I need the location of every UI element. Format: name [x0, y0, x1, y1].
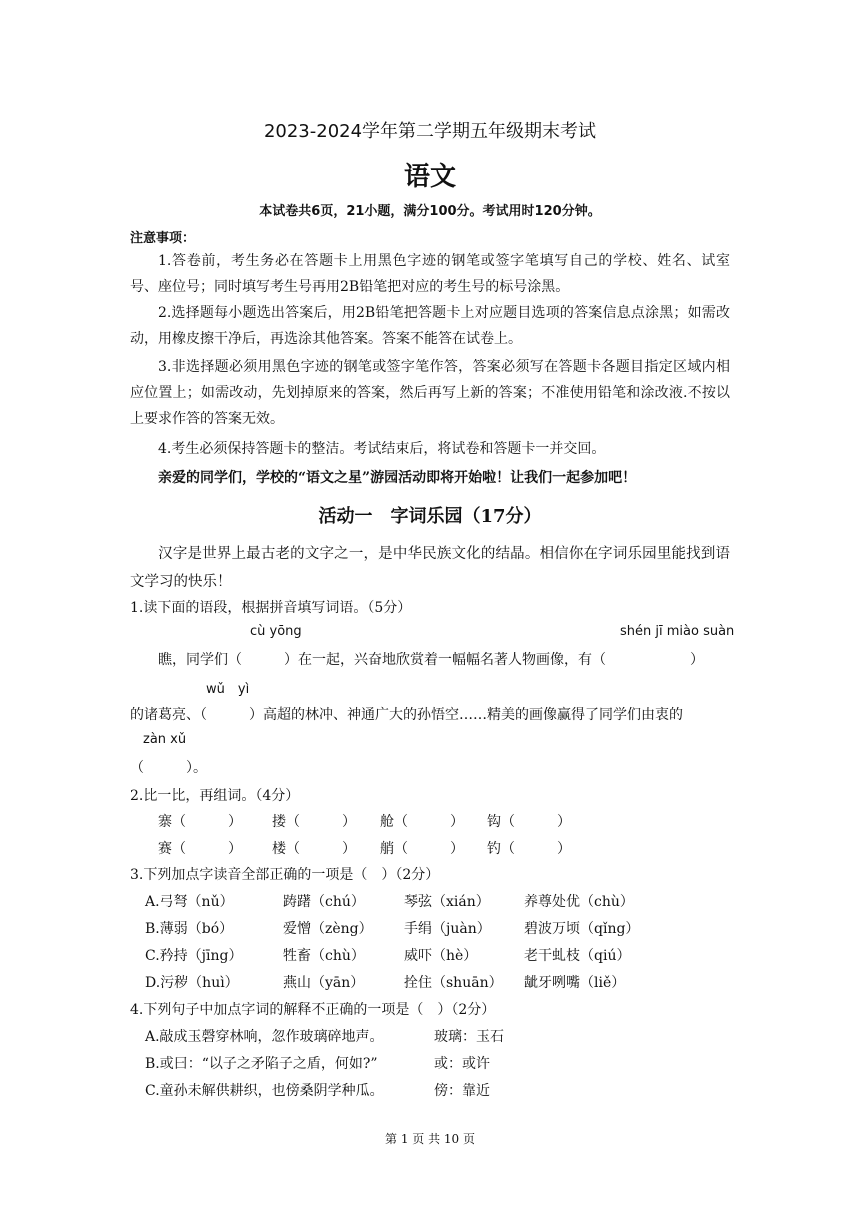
q1-pinyin-1: cù yōng — [250, 624, 302, 639]
notice-heading: 注意事项： — [130, 231, 196, 246]
q2-item: 钩（ ） — [487, 814, 571, 830]
q2-item: 寨（ ） — [158, 814, 242, 830]
section-title: 活动一 字词乐园（17分） — [318, 506, 542, 527]
q1-pinyin-2: shén jī miào suàn — [620, 624, 735, 639]
section-intro: 汉字是世界上最古老的文字之一，是中华民族文化的结晶。相信你在字词乐园里能找到语文学习的快乐！ — [130, 546, 730, 590]
exam-title: 2023-2024学年第二学期五年级期末考试 — [263, 121, 597, 142]
q3-word: 养尊处优（chù） — [524, 894, 634, 910]
q4-stem: 4.下列句子中加点字词的解释不正确的一项是（ ）（2分） — [130, 1002, 496, 1018]
q3-word: 老干虬枝（qiú） — [524, 948, 631, 964]
q3-option-d: D.污秽（huì） — [145, 975, 239, 991]
q2-item: 楼（ ） — [272, 841, 356, 857]
q2-stem: 2.比一比，再组词。（4分） — [130, 788, 300, 804]
q3-word: 碧波万顷（qǐng） — [524, 921, 640, 937]
q3-word: 爱憎（zèng） — [283, 921, 373, 937]
q4-explanation: 玻璃：玉石 — [434, 1029, 504, 1045]
q2-item: 舱（ ） — [380, 814, 464, 830]
greeting: 亲爱的同学们，学校的“语文之星”游园活动即将开始啦！让我们一起参加吧！ — [158, 470, 637, 486]
q1-line-2: 的诸葛亮、（ ）高超的林冲、神通广大的孙悟空……精美的画像赢得了同学们由衷的 — [130, 707, 683, 723]
q3-word: 牲畜（chù） — [283, 948, 365, 964]
q3-word: 琴弦（xián） — [404, 894, 490, 910]
page-number: 第 1 页 共 10 页 — [385, 1132, 475, 1146]
q4-option-b: B.或曰：“以子之矛陷子之盾，何如?” — [145, 1056, 378, 1072]
q3-word: 手绢（juàn） — [404, 921, 491, 937]
q3-option-b: B.薄弱（bó） — [145, 921, 234, 937]
q2-item: 搂（ ） — [272, 814, 356, 830]
exam-info: 本试卷共6页，21小题，满分100分。考试用时120分钟。 — [259, 204, 601, 219]
q2-item: 钓（ ） — [487, 841, 571, 857]
q4-explanation: 傍：靠近 — [434, 1083, 490, 1099]
q3-word: 龇牙咧嘴（liě） — [524, 975, 626, 991]
q3-option-c: C.矜持（jīng） — [145, 948, 243, 964]
notice-item-2: 2.选择题每小题选出答案后，用2B铅笔把答题卡上对应题目选项的答案信息点涂黑；如需改动，用橡皮擦干净后，再选涂其他答案。答案不能答在试卷上。 — [130, 305, 730, 347]
q1-stem: 1.读下面的语段，根据拼音填写词语。（5分） — [130, 600, 412, 616]
q3-option-a: A.弓弩（nǔ） — [145, 894, 234, 910]
q3-word: 拴住（shuān） — [404, 975, 503, 991]
q2-item: 赛（ ） — [158, 841, 242, 857]
q3-word: 威吓（hè） — [404, 948, 478, 964]
q1-line-1: 瞧，同学们（ ）在一起，兴奋地欣赏着一幅幅名著人物画像，有（ ） — [158, 652, 704, 668]
q1-line-3: （ ）。 — [130, 760, 207, 776]
q3-word: 踌躇（chú） — [283, 894, 365, 910]
q3-word: 燕山（yān） — [283, 975, 365, 991]
q1-pinyin-4: zàn xǔ — [143, 732, 187, 747]
notice-item-4: 4.考生必须保持答题卡的整洁。考试结束后，将试卷和答题卡一并交回。 — [158, 441, 606, 457]
q3-stem: 3.下列加点字读音全部正确的一项是（ ）（2分） — [130, 867, 440, 883]
q4-option-a: A.敲成玉磬穿林响，忽作玻璃碎地声。 — [145, 1029, 384, 1045]
q4-explanation: 或：或许 — [434, 1056, 490, 1072]
notice-item-3: 3.非选择题必须用黑色字迹的钢笔或签字笔作答，答案必须写在答题卡各题目指定区域内相应位置上；如需改动，先划掉原来的答案，然后再写上新的答案；不准使用铅笔和涂改液.不按以上要求作答的答案无效。 — [130, 359, 730, 427]
q1-pinyin-3: wǔ yì — [206, 682, 250, 697]
subject-title: 语文 — [403, 162, 456, 192]
q2-item: 艄（ ） — [380, 841, 464, 857]
notice-item-1: 1.答卷前，考生务必在答题卡上用黑色字迹的钢笔或签字笔填写自己的学校、姓名、试室号、座位号；同时填写考生号再用2B铅笔把对应的考生号的标号涂黑。 — [130, 253, 730, 295]
q4-option-c: C.童孙未解供耕织，也傍桑阴学种瓜。 — [145, 1083, 384, 1099]
